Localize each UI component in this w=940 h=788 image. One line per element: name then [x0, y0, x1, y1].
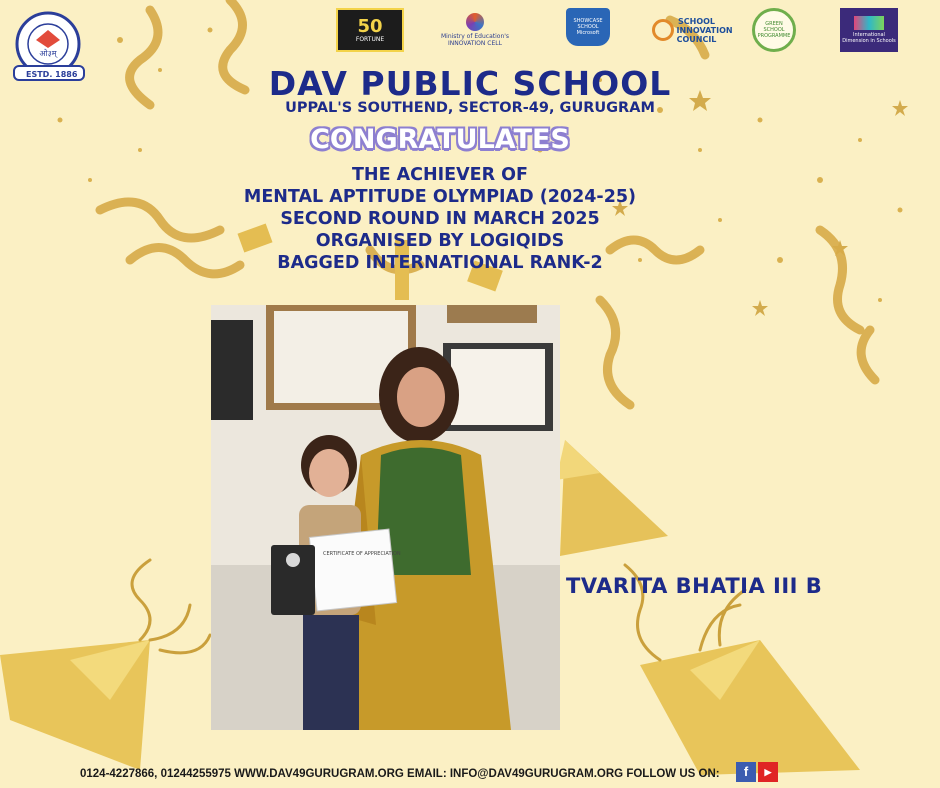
student-name: TVARITA BHATIA III B [566, 574, 823, 598]
achievement-text [0, 164, 880, 274]
youtube-icon[interactable]: ▶ [758, 762, 778, 782]
microsoft-text: Microsoft [576, 30, 600, 36]
achievement-line-2: MENTAL APTITUDE OLYMPIAD (2024-25) [243, 187, 637, 207]
iss-graphic-icon [854, 16, 884, 30]
svg-text:ओ३म्: ओ३म् [39, 49, 57, 58]
school-name: DAV PUBLIC SCHOOL [268, 64, 672, 103]
school-address: UPPAL'S SOUTHEND, SECTOR-49, GURUGRAM [285, 100, 655, 116]
microsoft-showcase-logo [566, 8, 610, 46]
fortune-number: 50 [357, 15, 383, 37]
innovation-cell-text: Ministry of Education's INNOVATION CELL [440, 33, 510, 47]
green-school-logo [752, 8, 796, 52]
achievement-line-3: SECOND ROUND IN MARCH 2025 [280, 209, 600, 229]
international-dimension-logo [840, 8, 898, 52]
facebook-icon[interactable]: f [736, 762, 756, 782]
achievement-line-1: THE ACHIEVER OF [351, 165, 529, 185]
brain-icon [466, 13, 484, 31]
sic-text: SCHOOL INNOVATION COUNCIL [676, 16, 733, 44]
photo-illustration [211, 305, 560, 730]
achievement-line-5: BAGGED INTERNATIONAL RANK-2 [277, 253, 603, 273]
iss-text: International Dimension in Schools [842, 32, 896, 44]
contact-footer: 0124-4227866, 01244255975 WWW.DAV49GURUGRAM.ORG EMAIL: INFO@DAV49GURUGRAM.ORG FOLLOW US ON: [80, 768, 720, 780]
showcase-text: SHOWCASE SCHOOL [573, 18, 603, 30]
achievement-line-4: ORGANISED BY LOGIQIDS [315, 231, 565, 251]
fortune-text: FORTUNE [355, 35, 385, 43]
innovation-cell-logo [440, 8, 510, 52]
green-school-text: GREEN SCHOOL PROGRAMME [757, 21, 791, 39]
bulb-icon [652, 19, 674, 41]
congratulates-heading: CONGRATULATES [310, 124, 570, 155]
crest-estd: ESTD. 1886 [26, 70, 78, 79]
school-innovation-council-logo [650, 8, 733, 52]
certificate-text: CERTIFICATE OF APPRECIATION [323, 551, 401, 557]
fortune-50-logo [336, 8, 404, 52]
student-photo [211, 305, 560, 730]
